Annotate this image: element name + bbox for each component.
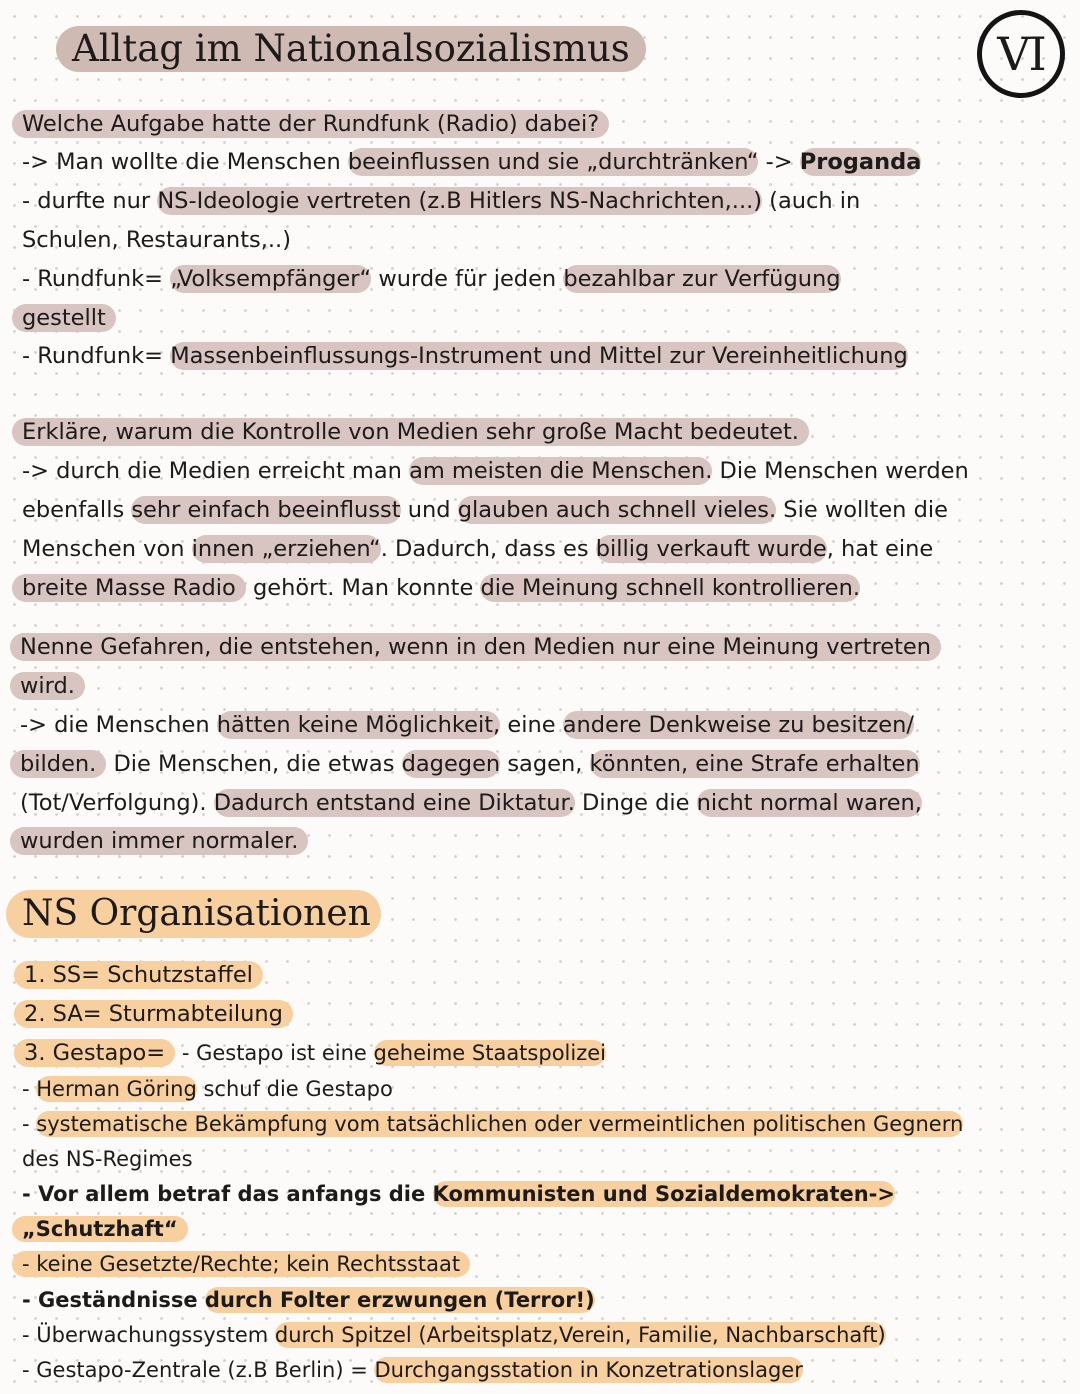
- bullet-line: des NS-Regimes: [22, 1147, 193, 1171]
- answer-line: -> Man wollte die Menschen beeinflussen und sie „durchtränken“ -> Proganda: [22, 149, 922, 175]
- bullet-line: - Gestapo-Zentrale (z.B Berlin) = Durchgangsstation in Konzetrationslager: [22, 1358, 803, 1382]
- question-media-control: Erkläre, warum die Kontrolle von Medien sehr große Macht bedeutet.: [22, 415, 809, 449]
- question-radio: Welche Aufgabe hatte der Rundfunk (Radio) dabei?: [22, 107, 609, 141]
- bullet-line: - Geständnisse durch Folter erzwungen (Terror!): [22, 1288, 595, 1312]
- list-item: 1. SS= Schutzstaffel: [24, 958, 263, 992]
- answer-line: -> durch die Medien erreicht man am meisten die Menschen. Die Menschen werden: [22, 458, 969, 484]
- answer-line: ebenfalls sehr einfach beeinflusst und glauben auch schnell vieles. Sie wollten die: [22, 497, 948, 523]
- answer-line: -> die Menschen hätten keine Möglichkeit, eine andere Denkweise zu besitzen/: [20, 712, 914, 738]
- answer-line: - Rundfunk= Massenbeinflussungs-Instrument und Mittel zur Vereinheitlichung: [22, 343, 908, 369]
- list-item: 3. Gestapo= - Gestapo ist eine geheime Staatspolizei: [24, 1036, 606, 1070]
- bullet-line: - Vor allem betraf das anfangs die Kommunisten und Sozialdemokraten->: [22, 1182, 895, 1206]
- answer-line: breite Masse Radio gehört. Man konnte die Meinung schnell kontrollieren.: [22, 571, 860, 605]
- answer-line: - Rundfunk= „Volksempfänger“ wurde für jeden bezahlbar zur Verfügung: [22, 266, 841, 292]
- bullet-line: - systematische Bekämpfung vom tatsächlichen oder vermeintlichen politischen Gegnern: [22, 1112, 964, 1136]
- bullet-line: - Überwachungssystem durch Spitzel (Arbeitsplatz,Verein, Familie, Nachbarschaft): [22, 1323, 886, 1347]
- bullet-line: - Herman Göring schuf die Gestapo: [22, 1077, 393, 1101]
- question-dangers-cont: wird.: [20, 669, 85, 703]
- answer-line: Schulen, Restaurants,..): [22, 227, 291, 253]
- bullet-line: „Schutzhaft“: [22, 1212, 188, 1246]
- answer-line: - durfte nur NS-Ideologie vertreten (z.B Hitlers NS-Nachrichten,...) (auch in: [22, 188, 861, 214]
- section-title: NS Organisationen: [6, 890, 381, 938]
- answer-line: bilden. Die Menschen, die etwas dagegen sagen, könnten, eine Strafe erhalten: [20, 747, 920, 781]
- bullet-line: - keine Gesetzte/Rechte; kein Rechtsstaat: [22, 1247, 470, 1281]
- list-item: 2. SA= Sturmabteilung: [24, 997, 293, 1031]
- answer-line: gestellt: [22, 301, 116, 335]
- question-dangers: Nenne Gefahren, die entstehen, wenn in den Medien nur eine Meinung vertreten: [20, 630, 941, 664]
- page-title: Alltag im Nationalsozialismus: [56, 26, 646, 72]
- answer-line: (Tot/Verfolgung). Dadurch entstand eine Diktatur. Dinge die nicht normal waren,: [20, 790, 922, 816]
- answer-line: Menschen von innen „erziehen“. Dadurch, dass es billig verkauft wurde, hat eine: [22, 536, 934, 562]
- page-number-badge: VI: [977, 10, 1065, 98]
- answer-line: wurden immer normaler.: [20, 824, 308, 858]
